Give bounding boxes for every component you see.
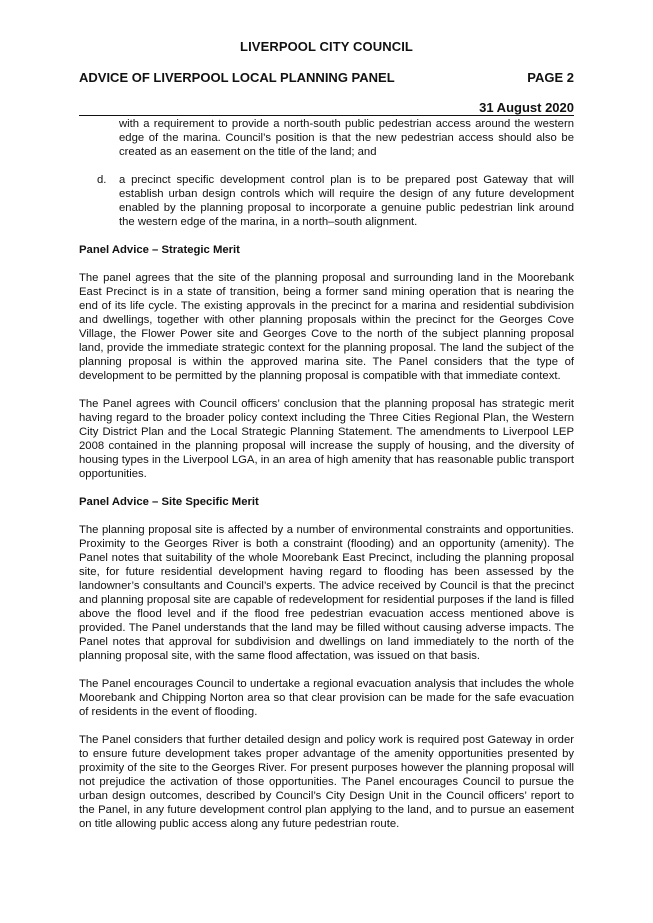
site-merit-paragraph-1: The planning proposal site is affected by a number of environmental constraints and opportunities. Proximity to the Georges River is both a constraint (flooding) and an opportunity (amenity). The Panel notes that suitability of the whole Moorebank East Precinct, including the planning proposal site, for future residential development having regard to flooding has been assessed by the landowner’s consultants and Council’s experts. The advice received by Council is that the precinct and planning proposal site are capable of redevelopment for residential purposes if the land is filled above the flood level and if the flood free pedestrian evacuation access mentioned above is provided. The Panel understands that the land may be filled without causing adverse impacts. The Panel notes that approval for subdivision and dwellings on land immediately to the north of the planning proposal site, with the same flood affectation, was issued on that basis. bbox=[79, 524, 574, 662]
list-item-text: a precinct specific development control plan is to be prepared post Gateway that will establish urban design controls which will require the design of any future development enabled by the planning proposal to incorporate a genuine public pedestrian link around the western edge of the marina, in a north–south alignment. bbox=[119, 174, 574, 228]
site-merit-heading: Panel Advice – Site Specific Merit bbox=[79, 496, 259, 508]
document-header bbox=[79, 70, 574, 85]
site-merit-paragraph-3: The Panel considers that further detailed design and policy work is required post Gateway in order to ensure future development takes proper advantage of the amenity opportunities presented by proximity of the site to the Georges River. For present purposes however the planning proposal will not prejudice the activation of those opportunities. The Panel encourages Council to pursue the urban design outcomes, described by Council’s City Design Unit in the Council officers’ report to the Panel, in any future development control plan applying to the land, and to pursue an easement on title allowing public access along any future pedestrian route. bbox=[79, 734, 574, 830]
continuation-paragraph: with a requirement to provide a north-south public pedestrian access around the western edge of the marina. Council’s position is that the new pedestrian access should also be created as an easement on the title of the land; and bbox=[119, 118, 574, 158]
header-divider bbox=[79, 115, 574, 116]
document-title: ADVICE OF LIVERPOOL LOCAL PLANNING PANEL bbox=[79, 70, 395, 85]
list-item-label: d. bbox=[97, 174, 107, 186]
council-name: LIVERPOOL CITY COUNCIL bbox=[240, 39, 413, 54]
list-item-d bbox=[79, 173, 574, 229]
document-body bbox=[79, 117, 574, 845]
strategic-merit-heading: Panel Advice – Strategic Merit bbox=[79, 244, 240, 256]
site-merit-paragraph-2: The Panel encourages Council to undertake a regional evacuation analysis that includes the whole Moorebank and Chipping Norton area so that clear provision can be made for the safe evacuation of residents in the event of flooding. bbox=[79, 678, 574, 718]
strategic-merit-paragraph-1: The panel agrees that the site of the planning proposal and surrounding land in the Moorebank East Precinct is in a state of transition, being a former sand mining operation that is nearing the end of its life cycle. The existing approvals in the precinct for a marina and residential subdivision and dwellings, together with other planning proposals within the precinct for the Georges Cove Village, the Flower Power site and Georges Cove to the north of the subject planning proposal land, provide the immediate strategic context for the planning proposal. The land the subject of the planning proposal is within the approved marina site. The Panel considers that the type of development to be permitted by the planning proposal is compatible with that immediate context. bbox=[79, 272, 574, 382]
page-number: PAGE 2 bbox=[527, 70, 574, 85]
strategic-merit-paragraph-2: The Panel agrees with Council officers’ conclusion that the planning proposal has strategic merit having regard to the broader policy context including the Three Cities Regional Plan, the Western City District Plan and the Local Strategic Planning Statement. The amendments to Liverpool LEP 2008 contained in the planning proposal will increase the supply of housing, and the diversity of housing types in the Liverpool LGA, in an area of high amenity that has reasonable public transport opportunities. bbox=[79, 398, 574, 480]
document-date: 31 August 2020 bbox=[479, 100, 574, 115]
